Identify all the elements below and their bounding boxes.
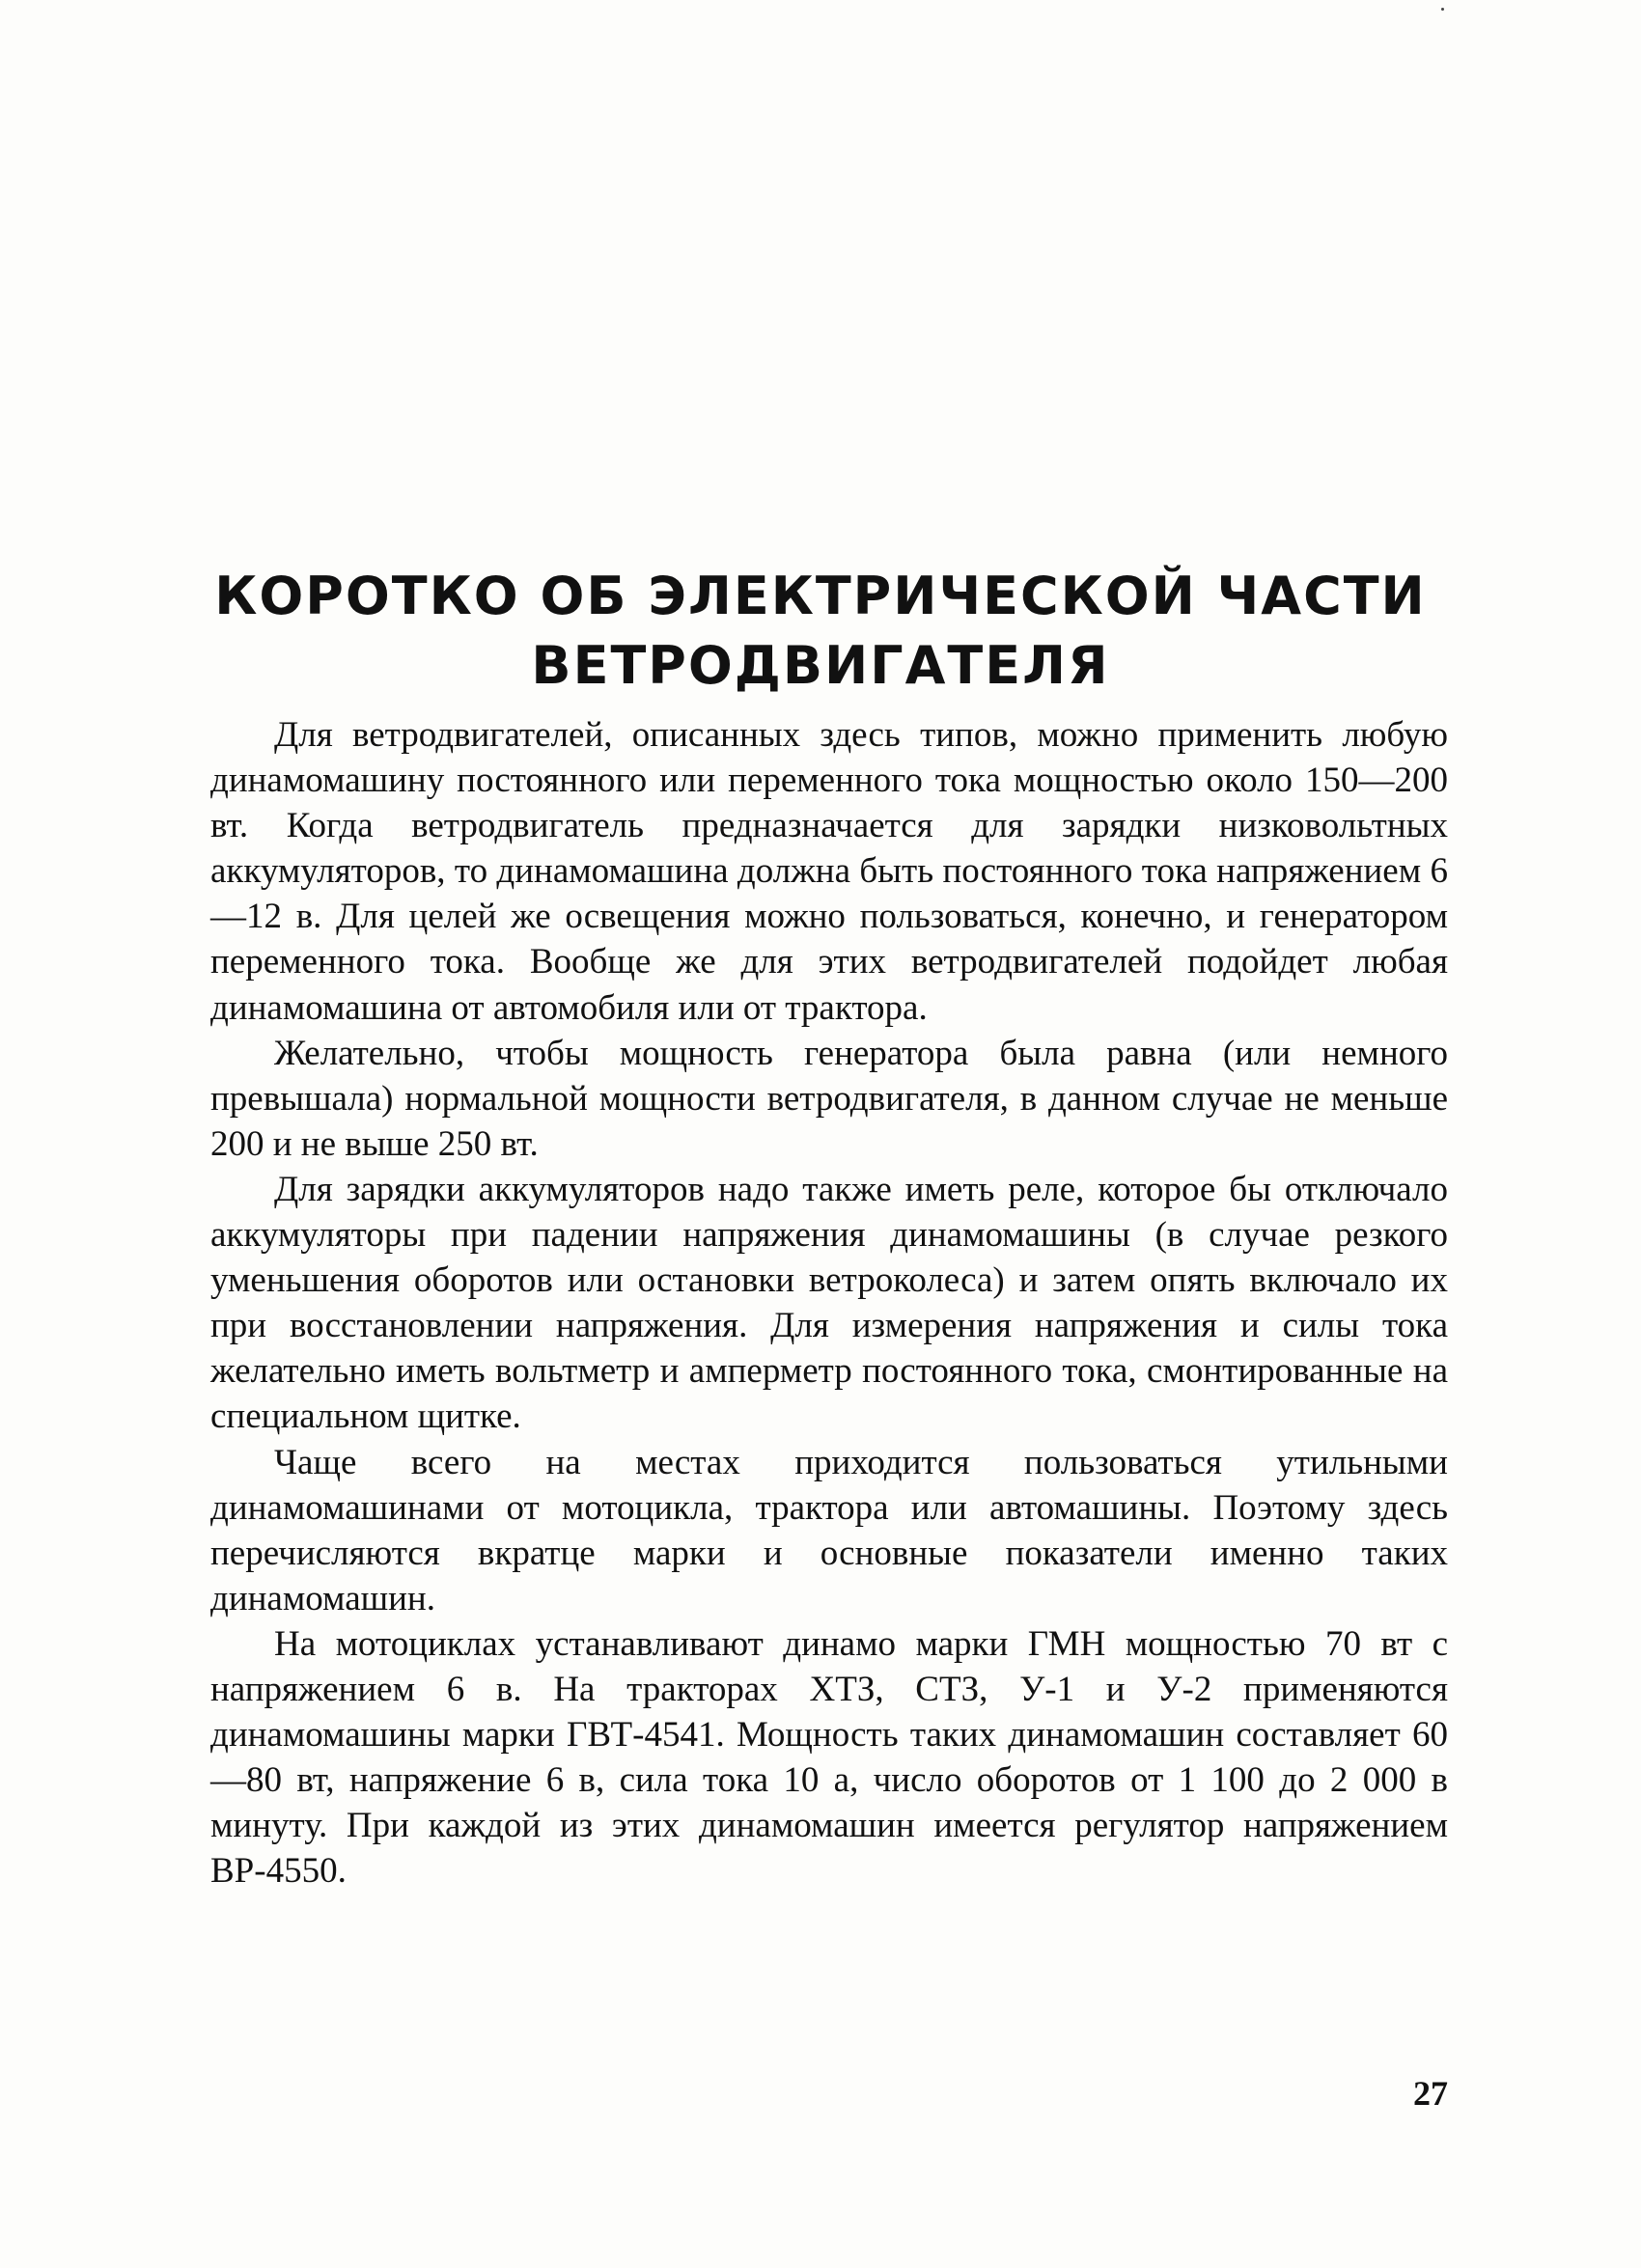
body-text: [210, 712, 1448, 1894]
paragraph-2: Желательно, чтобы мощность генератора была равна (или немного превышала) нормальной мощности ветродвигателя, в данном случае не меньше 200 и не выше 250 вт.: [210, 1033, 1448, 1164]
paragraph-1: Для ветродвигателей, описанных здесь типов, можно применить любую динамомашину постоянного или переменного тока мощностью около 150—200 вт. Когда ветродвигатель предназначается для зарядки низковольтных аккумуляторов, то динамомашина должна быть постоянного тока напряжением 6—12 в. Для целей же освещения можно пользоваться, конечно, и генератором переменного тока. Вообще же для этих ветродвигателей подойдет любая динамомашина от автомобиля или от трактора.: [210, 715, 1448, 1028]
section-title: [193, 562, 1448, 701]
paragraph-5: На мотоциклах устанавливают динамо марки ГМН мощностью 70 вт с напряжением 6 в. На тракторах ХТЗ, СТЗ, У-1 и У-2 применяются динамомашины марки ГВТ-4541. Мощность таких динамомашин составляет 60—80 вт, напряжение 6 в, сила тока 10 а, число оборотов от 1 100 до 2 000 в минуту. При каждой из этих динамомашин имеется регулятор напряжением ВР-4550.: [210, 1623, 1448, 1892]
page-number: 27: [1413, 2074, 1448, 2113]
paragraph-4: Чаще всего на местах приходится пользоваться утильными динамомашинами от мотоцикла, трактора или автомашины. Поэтому здесь перечисляются вкратце марки и основные показатели именно таких динамомашин.: [210, 1442, 1448, 1618]
scan-speck: [1441, 8, 1444, 11]
paragraph-3: Для зарядки аккумуляторов надо также иметь реле, которое бы отключало аккумуляторы при падении напряжения динамомашины (в случае резкого уменьшения оборотов или остановки ветроколеса) и затем опять включало их при восстановлении напряжения. Для измерения напряжения и силы тока желательно иметь вольтметр и амперметр постоянного тока, смонтированные на специальном щитке.: [210, 1169, 1448, 1437]
section-title-line-1: КОРОТКО ОБ ЭЛЕКТРИЧЕСКОЙ ЧАСТИ: [214, 566, 1427, 626]
section-title-line-2: ВЕТРОДВИГАТЕЛЯ: [531, 635, 1110, 696]
